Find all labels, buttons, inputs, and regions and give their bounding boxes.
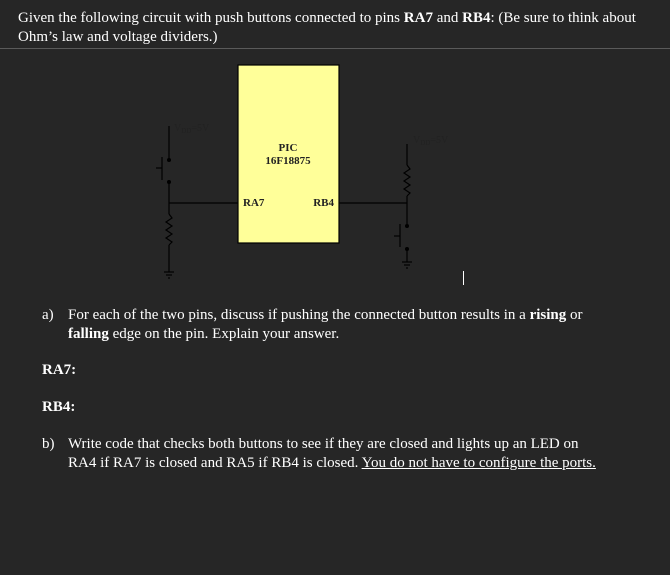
question-a-text: For each of the two pins, discuss if pushing the connected button results in a rising or falling edge on the pin. Explain your answer. <box>68 307 583 342</box>
chip-label-model: 16F18875 <box>265 155 311 167</box>
answer-rb4-label: RB4: <box>42 399 76 415</box>
chip-pin-ra7-label: RA7 <box>243 197 265 209</box>
text-cursor <box>463 271 464 285</box>
intro-pin-ra7: RA7 <box>403 10 433 26</box>
question-a-label: a) <box>42 307 54 323</box>
right-button-contact-top <box>405 224 409 228</box>
chip-label-pic: PIC <box>278 142 298 154</box>
rising-keyword: rising <box>529 307 567 323</box>
right-vdd-label: $V_{DD}=5V$ <box>413 135 449 147</box>
left-branch <box>156 126 238 278</box>
right-button-contact-bottom <box>405 247 409 251</box>
answer-ra7-label: RA7: <box>42 362 77 378</box>
question-b-text: Write code that checks both buttons to see if they are closed and lights up an LED on RA4 if RA7 is closed and RA5 if RB4 is closed. You do not have to configure the ports. <box>68 436 596 471</box>
falling-keyword: falling <box>68 326 109 342</box>
intro-pin-rb4: RB4 <box>462 10 491 26</box>
question-b-underlined-note: You do not have to configure the ports. <box>361 455 596 471</box>
intro-part3: : (Be sure to think about Ohm’s law and voltage dividers.) <box>18 10 636 45</box>
left-button-contact-bottom <box>167 180 171 184</box>
left-vdd-label: $V_{DD}=5V$ <box>174 123 210 135</box>
right-branch <box>339 144 412 268</box>
question-a <box>42 306 642 346</box>
chip-pin-rb4-label: RB4 <box>313 197 334 209</box>
question-b-label: b) <box>42 436 55 452</box>
pic-chip <box>238 65 339 243</box>
intro-part2: and <box>432 10 463 26</box>
left-button-contact-top <box>167 158 171 162</box>
question-b <box>42 435 642 493</box>
intro-part1: Given the following circuit with push buttons connected to pins <box>18 10 404 26</box>
